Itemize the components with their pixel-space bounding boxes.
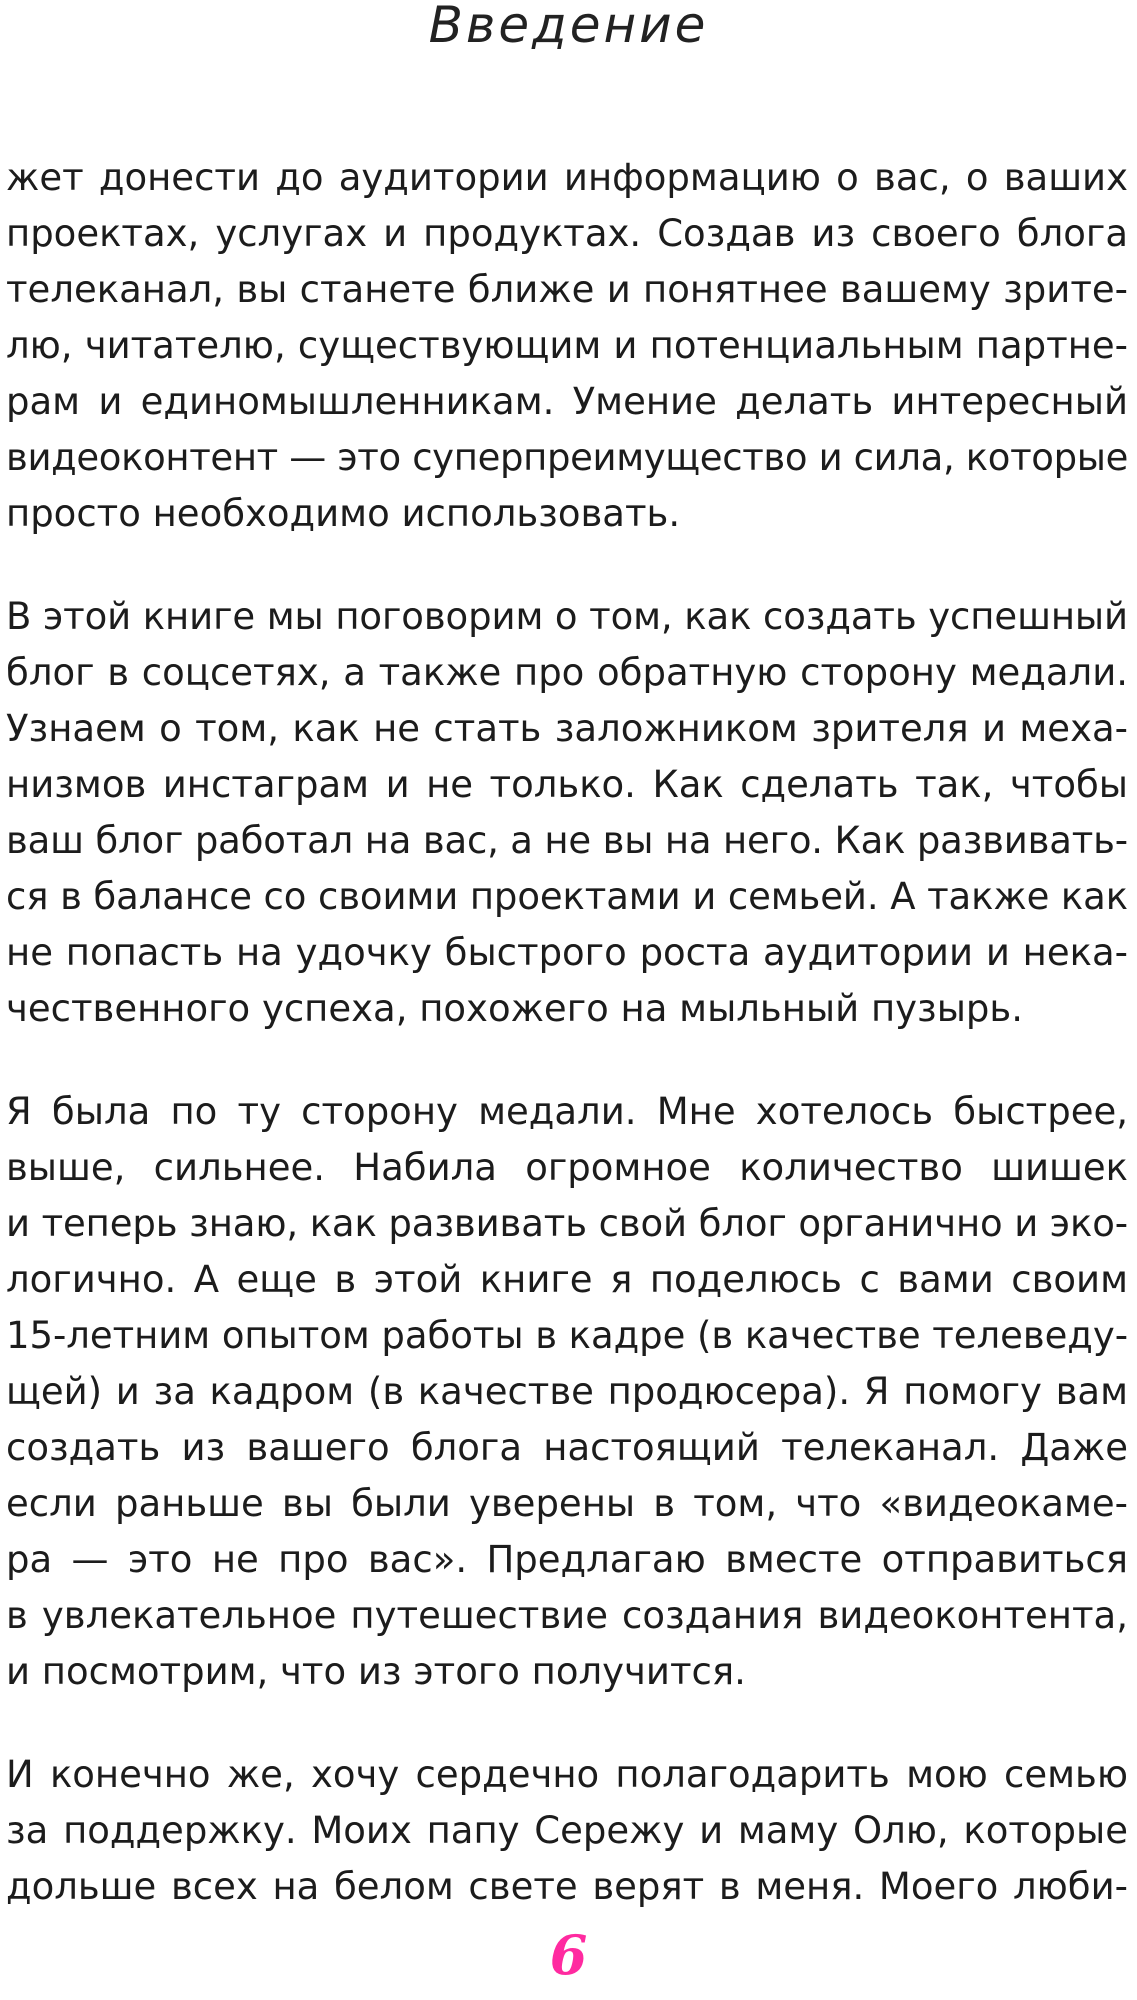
text-line: 15-летним опытом работы в кадре (в качестве телеведу- xyxy=(6,1314,1128,1357)
text-line: видеоконтент — это суперпреимущество и сила, которые xyxy=(6,436,1128,479)
text-line: И конечно же, хочу сердечно полагодарить мою семью xyxy=(6,1753,1128,1796)
text-line: блог в соцсетях, а также про обратную сторону медали. xyxy=(6,651,1128,694)
text-line: В этой книге мы поговорим о том, как создать успешный xyxy=(6,595,1128,638)
text-line: низмов инстаграм и не только. Как сделать так, чтобы xyxy=(6,763,1128,806)
text-line: если раньше вы были уверены в том, что «видеокаме- xyxy=(6,1482,1128,1525)
text-line: за поддержку. Моих папу Сережу и маму Олю, которые xyxy=(6,1809,1128,1852)
text-line: щей) и за кадром (в качестве продюсера). Я помогу вам xyxy=(6,1370,1128,1413)
body-text xyxy=(6,150,1128,1962)
page-number: 6 xyxy=(549,1923,588,1987)
text-line: телеканал, вы станете ближе и понятнее вашему зрите- xyxy=(6,268,1128,311)
text-line: лю, читателю, существующим и потенциальным партне- xyxy=(6,324,1128,367)
text-line: жет донести до аудитории информацию о вас, о ваших xyxy=(6,156,1128,199)
text-line: чественного успеха, похожего на мыльный пузырь. xyxy=(6,987,1023,1030)
paragraph xyxy=(6,150,1128,542)
text-line: дольше всех на белом свете верят в меня. Моего люби- xyxy=(6,1865,1128,1908)
text-line: рам и единомышленникам. Умение делать интересный xyxy=(6,380,1128,423)
text-line: ваш блог работал на вас, а не вы на него. Как развивать- xyxy=(6,819,1128,862)
text-line: проектах, услугах и продуктах. Создав из своего блога xyxy=(6,212,1128,255)
text-line: выше, сильнее. Набила огромное количество шишек xyxy=(6,1146,1128,1189)
paragraph xyxy=(6,1747,1128,1915)
text-line: в увлекательное путешествие создания видеоконтента, xyxy=(6,1594,1128,1637)
text-line: и теперь знаю, как развивать свой блог органично и эко- xyxy=(6,1202,1128,1245)
text-line: ра — это не про вас». Предлагаю вместе отправиться xyxy=(6,1538,1128,1581)
text-line: логично. А еще в этой книге я поделюсь с вами своим xyxy=(6,1258,1128,1301)
text-line: создать из вашего блога настоящий телеканал. Даже xyxy=(6,1426,1128,1469)
paragraph xyxy=(6,589,1128,1037)
text-line: ся в балансе со своими проектами и семьей. А также как xyxy=(6,875,1128,918)
text-line: Узнаем о том, как не стать заложником зрителя и меха- xyxy=(6,707,1128,750)
text-line: Я была по ту сторону медали. Мне хотелось быстрее, xyxy=(6,1090,1128,1133)
text-line: не попасть на удочку быстрого роста аудитории и нека- xyxy=(6,931,1128,974)
text-line: и посмотрим, что из этого получится. xyxy=(6,1650,746,1693)
text-line: просто необходимо использовать. xyxy=(6,492,681,535)
paragraph xyxy=(6,1084,1128,1700)
running-head-title: Введение xyxy=(428,0,709,54)
